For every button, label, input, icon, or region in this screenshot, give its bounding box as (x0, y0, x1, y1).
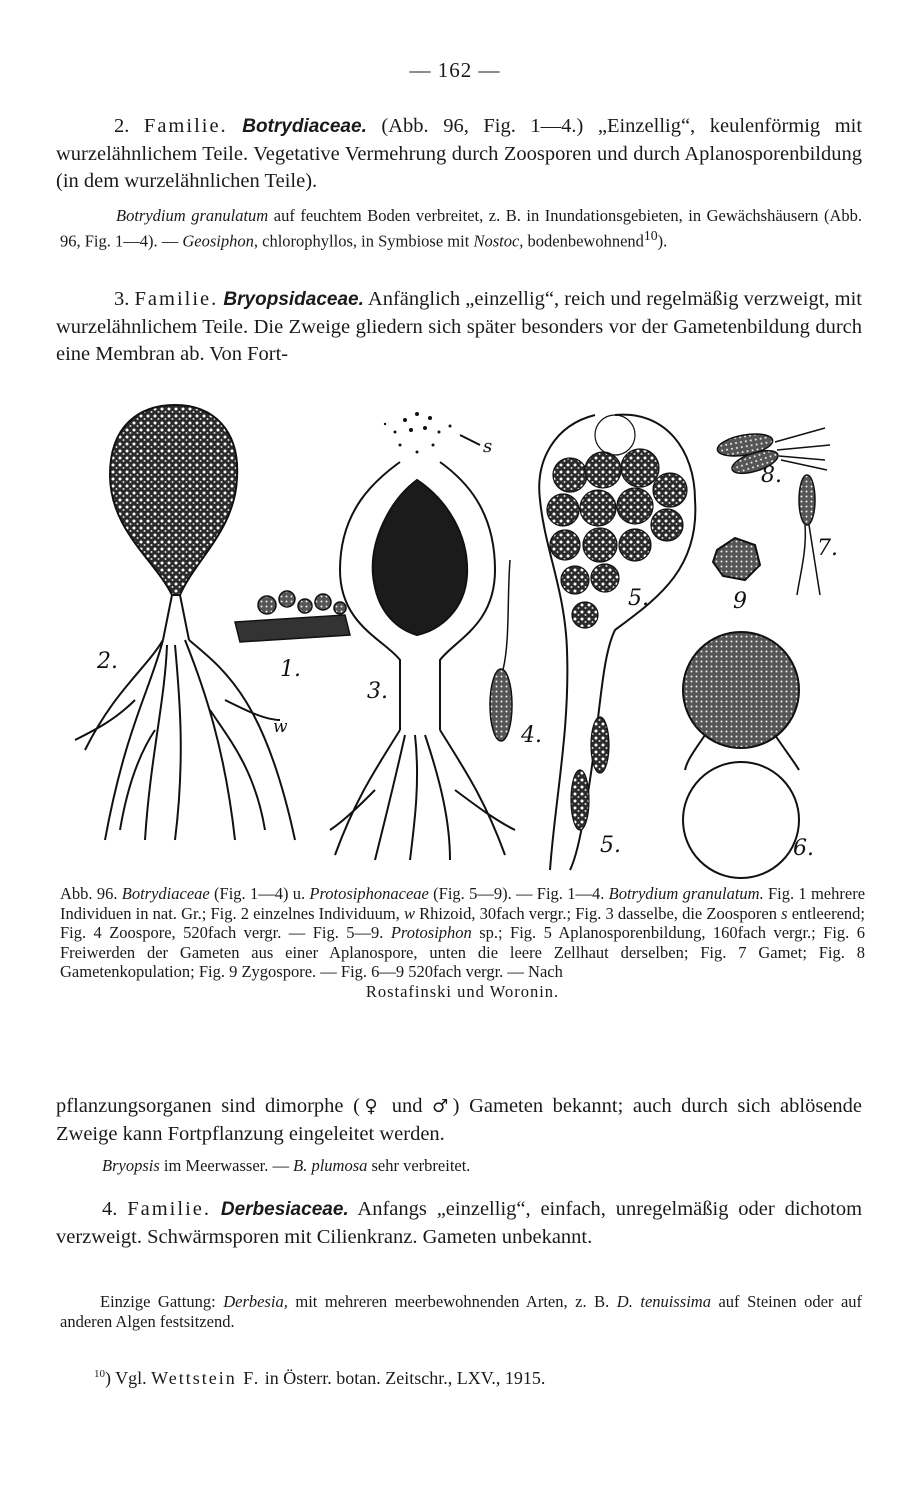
family-number: 2. (114, 115, 130, 137)
species-name: Derbesia, (223, 1292, 288, 1311)
fig3-zoosporen-entleerend (330, 412, 515, 860)
paragraph-botrydiaceae (56, 113, 862, 196)
fig5-aplanosporenbildung (539, 415, 695, 870)
figure-96-illustration (55, 400, 860, 880)
caption-lead: Abb. 96. (60, 884, 118, 903)
fig-label-4: 4. (521, 723, 542, 748)
note-botrydium: Botrydium granulatum auf feuchtem Boden verbreitet, z. B. in Inundationsgebieten, in Gewächshäusern (Abb. 96, Fig. 1—4). — Geosiphon, chlorophyllos, in Symbiose mit Nostoc, bodenbewohnend$^{10}$). (60, 206, 862, 251)
family-name: Botrydiaceae. (242, 116, 367, 137)
family-text: (Abb. 96, Fig. 1—4.) „Einzellig“, keulenförmig mit wurzelähnlichem Teile. Vegetative Vermehrung durch Zoosporen und durch Aplanosporenbildung (in dem wurzelähnlichen Teile). (56, 115, 863, 192)
paragraph-derbesiaceae (56, 1196, 862, 1251)
figure-caption: Abb. 96. Botrydiaceae (Fig. 1—4) u. Protosiphonaceae (Fig. 5—9). — Fig. 1—4. Botrydium granulatum. Fig. 1 mehrere Individuen in nat. Gr.; Fig. 2 einzelnes Individuum, w Rhizoid, 30fach vergr.; Fig. 3 dasselbe, die Zoosporen s entleerend; Fig. 4 Zoospore, 520fach vergr. — Fig. 5—9. Protosiphon sp.; Fig. 5 Aplanosporenbildung, 160fach vergr.; Fig. 6 Freiwerden der Gameten aus einer Aplanospore, unten die leere Zellhaut derselben; Fig. 7 Gamet; Fig. 8 Gametenkopulation; Fig. 9 Zygospore. — Fig. 6—9 520fach vergr. — Nach Rostafinski und Woronin. (60, 884, 866, 1001)
species-name: Nostoc, (473, 231, 524, 251)
species-name: Geosiphon, (182, 231, 259, 251)
family-label: Familie. (127, 1198, 211, 1220)
fig7-gamet (797, 475, 820, 595)
caption-credit: Rostafinski und Woronin. (365, 981, 560, 1001)
species-name: B. plumosa (293, 1156, 368, 1175)
fig-label-w: w (273, 717, 288, 737)
fig-label-5b: 5. (600, 833, 621, 858)
fig-label-1: 1. (280, 657, 301, 682)
note-derbesia: Einzige Gattung: Derbesia, mit mehreren meerbewohnenden Arten, z. B. D. tenuissima auf Steinen oder auf anderen Algen festsitzend. (60, 1292, 863, 1331)
species-name: D. tenuissima (616, 1292, 711, 1311)
fig6-freiwerden-gameten (683, 632, 799, 878)
family-name: Bryopsidaceae. (223, 289, 364, 310)
fig-label-9: 9 (733, 589, 747, 614)
fig9-zygospore (713, 538, 760, 580)
family-number: 3. (114, 288, 130, 310)
family-label: Familie. (134, 288, 219, 310)
family-text: Anfangs „einzellig“, einfach, unregelmäßig oder dichotom verzweigt. Schwärmsporen mit Cilienkranz. Gameten unbekannt. (56, 1198, 863, 1248)
fig-label-7: 7. (817, 536, 838, 561)
paragraph-fortpflanzung: pflanzungsorganen sind dimorphe (♀ und ♂) Gameten bekannt; auch durch sich ablösende Zweige kann Fortpflanzung eingeleitet werden. (56, 1095, 863, 1145)
note-bryopsis: Bryopsis im Meerwasser. — B. plumosa sehr verbreitet. (102, 1156, 471, 1175)
footnote-number: 10 (94, 1368, 105, 1380)
fig-label-s: s (483, 436, 493, 457)
family-label: Familie. (143, 115, 228, 137)
footnote: $^{10}$) Vgl. Wettstein F. in Österr. botan. Zeitschr., LXV., 1915. (94, 1368, 546, 1388)
female-symbol: ♀ (359, 1096, 383, 1117)
fig1-individuen (235, 591, 350, 642)
male-symbol: ♂ (432, 1096, 453, 1117)
fig-label-5a: 5. (628, 586, 649, 611)
fig-label-3: 3. (367, 679, 388, 704)
family-name: Derbesiaceae. (220, 1199, 349, 1220)
family-number: 4. (102, 1198, 118, 1220)
paragraph-bryopsidaceae (56, 286, 862, 369)
footnote-author: Wettstein F. (151, 1368, 261, 1388)
fig-label-2: 2. (97, 649, 118, 674)
species-name: Bryopsis (102, 1156, 160, 1175)
family-text: Anfänglich „einzellig“, reich und regelmäßig verzweigt, mit wurzelähnlichem Teile. Die Zweige gliedern sich später besonders vor der Gametenbildung durch eine Membran ab. Von Fort- (56, 288, 863, 365)
footnote-ref: 10 (643, 228, 658, 243)
fig-label-6: 6. (793, 836, 814, 861)
species-name: Botrydium granulatum (116, 206, 269, 225)
page-number: — 162 — (409, 58, 501, 82)
fig-label-8: 8. (761, 463, 782, 488)
